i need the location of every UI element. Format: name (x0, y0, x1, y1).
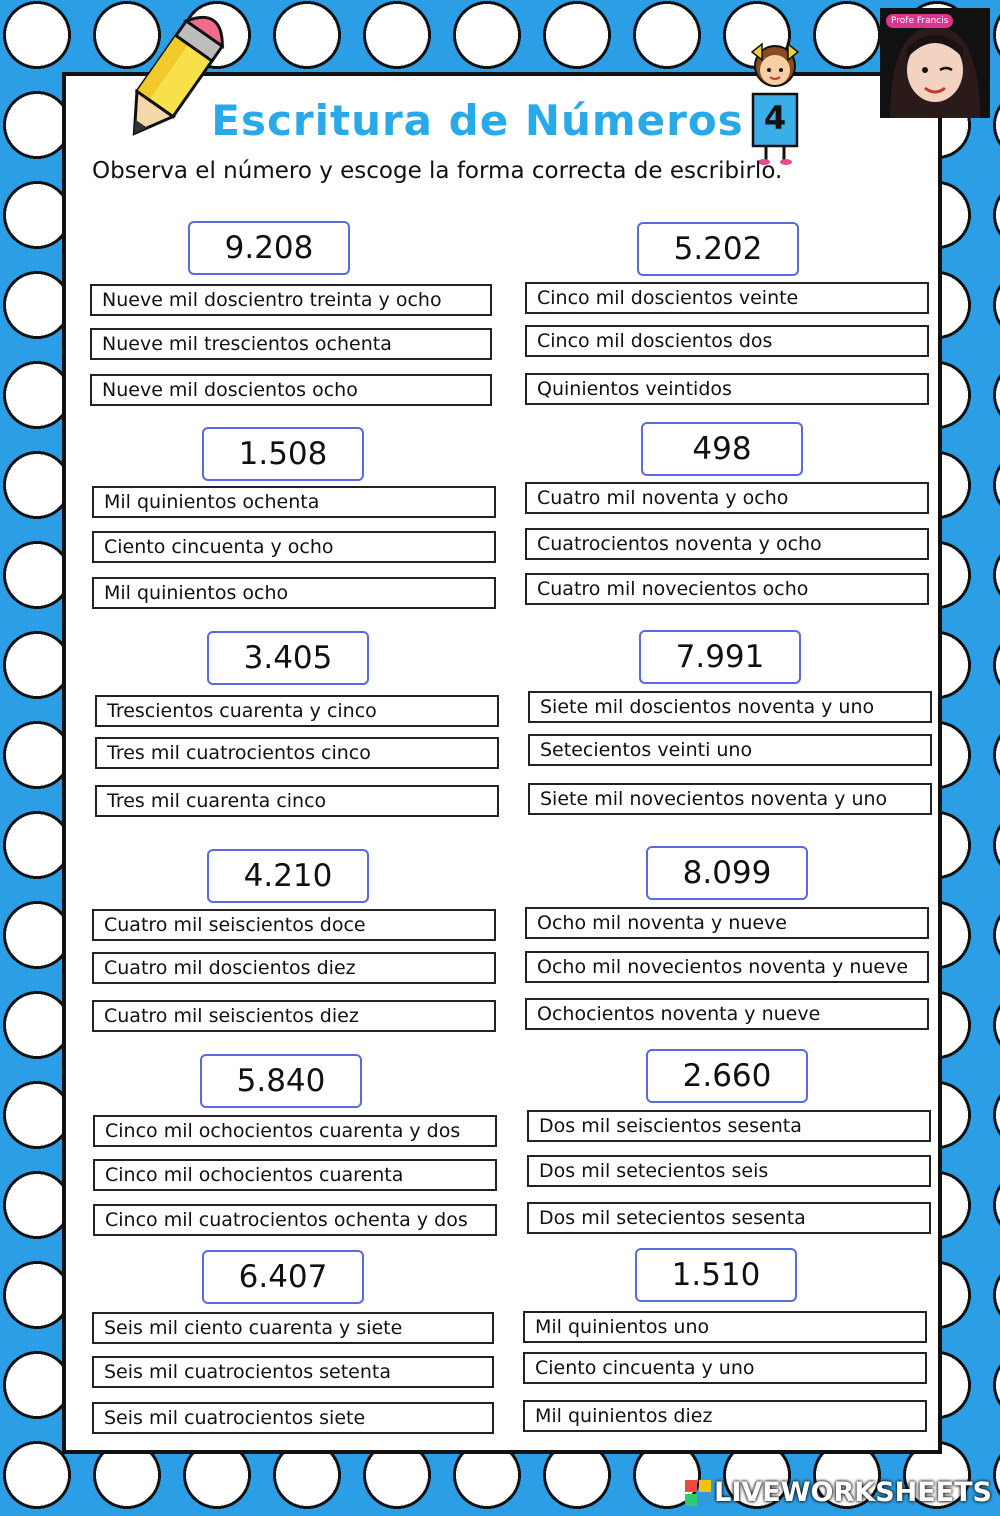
number-box: 6.407 (202, 1250, 364, 1304)
number-badge: 4 (763, 99, 787, 137)
number-box: 1.510 (635, 1248, 797, 1302)
answer-option[interactable]: Ciento cincuenta y ocho (92, 531, 496, 563)
answer-option[interactable]: Mil quinientos diez (523, 1400, 927, 1432)
answer-option[interactable]: Ciento cincuenta y uno (523, 1352, 927, 1384)
answer-option[interactable]: Tres mil cuarenta cinco (95, 785, 499, 817)
number-box: 8.099 (646, 846, 808, 900)
number-box: 5.202 (637, 222, 799, 276)
number-box: 9.208 (188, 221, 350, 275)
answer-option[interactable]: Cinco mil ochocientos cuarenta (93, 1159, 497, 1191)
answer-option[interactable]: Ocho mil noventa y nueve (525, 907, 929, 939)
number-box: 7.991 (639, 630, 801, 684)
answer-option[interactable]: Cinco mil ochocientos cuarenta y dos (93, 1115, 497, 1147)
number-box: 3.405 (207, 631, 369, 685)
number-box: 5.840 (200, 1054, 362, 1108)
answer-option[interactable]: Setecientos veinti uno (528, 734, 932, 766)
answer-option[interactable]: Cuatro mil seiscientos diez (92, 1000, 496, 1032)
answer-option[interactable]: Cuatro mil noventa y ocho (525, 482, 929, 514)
answer-option[interactable]: Cuatrocientos noventa y ocho (525, 528, 929, 560)
answer-option[interactable]: Cuatro mil seiscientos doce (92, 909, 496, 941)
liveworksheets-logo-icon (685, 1480, 711, 1506)
number-box: 1.508 (202, 427, 364, 481)
answer-option[interactable]: Quinientos veintidos (525, 373, 929, 405)
answer-option[interactable]: Cinco mil cuatrocientos ochenta y dos (93, 1204, 497, 1236)
answer-option[interactable]: Cinco mil doscientos veinte (525, 282, 929, 314)
answer-option[interactable]: Dos mil setecientos seis (527, 1155, 931, 1187)
number-box: 2.660 (646, 1049, 808, 1103)
page-title: Escritura de Números (211, 96, 744, 145)
answer-option[interactable]: Mil quinientos uno (523, 1311, 927, 1343)
answer-option[interactable]: Cinco mil doscientos dos (525, 325, 929, 357)
answer-option[interactable]: Nueve mil trescientos ochenta (90, 328, 492, 360)
number-box: 498 (641, 422, 803, 476)
answer-option[interactable]: Ocho mil novecientos noventa y nueve (525, 951, 929, 983)
brand-watermark (685, 1477, 992, 1508)
answer-option[interactable]: Tres mil cuatrocientos cinco (95, 737, 499, 769)
answer-option[interactable]: Mil quinientos ochenta (92, 486, 496, 518)
answer-option[interactable]: Cuatro mil doscientos diez (92, 952, 496, 984)
answer-option[interactable]: Dos mil setecientos sesenta (527, 1202, 931, 1234)
answer-option[interactable]: Nueve mil doscientos ocho (90, 374, 492, 406)
answer-option[interactable]: Nueve mil doscientro treinta y ocho (90, 284, 492, 316)
answer-option[interactable]: Siete mil doscientos noventa y uno (528, 691, 932, 723)
answer-option[interactable]: Seis mil ciento cuarenta y siete (92, 1312, 494, 1344)
number-box: 4.210 (207, 849, 369, 903)
answer-option[interactable]: Seis mil cuatrocientos setenta (92, 1356, 494, 1388)
answer-option[interactable]: Cuatro mil novecientos ocho (525, 573, 929, 605)
instructions: Observa el número y escoge la forma correcta de escribirlo. (92, 158, 783, 184)
answer-option[interactable]: Mil quinientos ocho (92, 577, 496, 609)
answer-option[interactable]: Trescientos cuarenta y cinco (95, 695, 499, 727)
answer-option[interactable]: Siete mil novecientos noventa y uno (528, 783, 932, 815)
answer-option[interactable]: Ochocientos noventa y nueve (525, 998, 929, 1030)
answer-option[interactable]: Seis mil cuatrocientos siete (92, 1402, 494, 1434)
avatar-label: Profe Francis (886, 14, 953, 28)
answer-option[interactable]: Dos mil seiscientos sesenta (527, 1110, 931, 1142)
brand-name: LIVEWORKSHEETS (714, 1477, 992, 1508)
